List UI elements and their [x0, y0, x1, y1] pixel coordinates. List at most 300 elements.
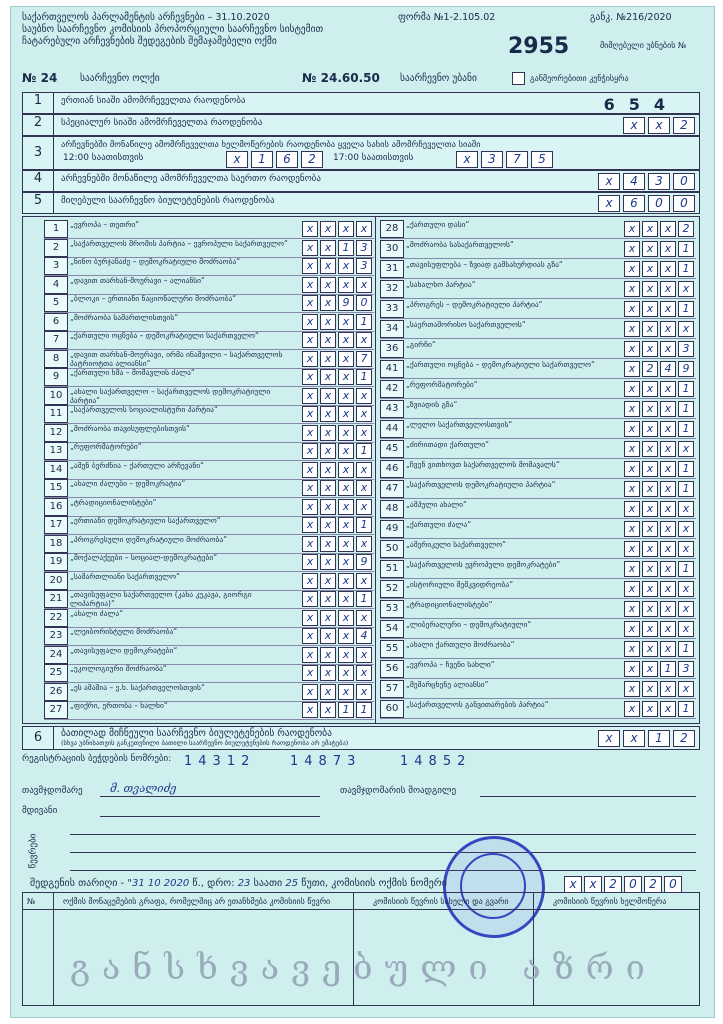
party-vote-cells: [622, 501, 694, 517]
vote-digit-cell[interactable]: x: [320, 554, 336, 570]
vote-digit-cell[interactable]: x: [302, 702, 318, 718]
vote-digit-cell[interactable]: x: [624, 341, 640, 357]
digit-cell[interactable]: 2: [301, 151, 323, 168]
time2-cells: [453, 151, 553, 168]
vote-digit-cell[interactable]: x: [338, 258, 354, 274]
vote-digit-cell[interactable]: 3: [356, 258, 372, 274]
vote-digit-cell[interactable]: x: [642, 281, 658, 297]
vote-digit-cell[interactable]: x: [302, 499, 318, 515]
vote-digit-cell[interactable]: x: [320, 499, 336, 515]
vote-digit-cell[interactable]: x: [642, 401, 658, 417]
vote-digit-cell[interactable]: x: [624, 281, 640, 297]
vote-digit-cell[interactable]: x: [678, 621, 694, 637]
vote-digit-cell[interactable]: x: [320, 295, 336, 311]
party-name: „ძირითადი ქართული“: [406, 440, 490, 449]
vote-digit-cell[interactable]: x: [338, 351, 354, 367]
vote-digit-cell[interactable]: 1: [678, 421, 694, 437]
vote-digit-cell[interactable]: x: [660, 381, 676, 397]
vote-digit-cell[interactable]: x: [642, 621, 658, 637]
vote-digit-cell[interactable]: x: [356, 536, 372, 552]
party-name: „დავით თარხან-მოურავი, ირმა ინაშვილი – საქართველოს პატრიოტთა ალიანსი“: [70, 349, 283, 368]
secretary-line: [100, 816, 320, 817]
vote-digit-cell[interactable]: x: [338, 425, 354, 441]
vote-digit-cell[interactable]: x: [356, 277, 372, 293]
vote-digit-cell[interactable]: x: [642, 221, 658, 237]
vote-digit-cell[interactable]: x: [320, 702, 336, 718]
vote-digit-cell[interactable]: x: [302, 388, 318, 404]
vote-digit-cell[interactable]: x: [642, 641, 658, 657]
vote-digit-cell[interactable]: x: [302, 332, 318, 348]
vote-digit-cell[interactable]: x: [320, 406, 336, 422]
digit-cell[interactable]: 4: [623, 173, 645, 190]
vote-digit-cell[interactable]: 2: [642, 361, 658, 377]
vote-digit-cell[interactable]: 1: [678, 301, 694, 317]
vote-digit-cell[interactable]: x: [624, 681, 640, 697]
vote-digit-cell[interactable]: 1: [356, 443, 372, 459]
vote-digit-cell[interactable]: x: [320, 573, 336, 589]
vote-digit-cell[interactable]: 1: [678, 461, 694, 477]
party-vote-cells: [622, 301, 694, 317]
vote-digit-cell[interactable]: x: [660, 461, 676, 477]
digit-cell[interactable]: x: [584, 876, 602, 893]
vote-digit-cell[interactable]: x: [338, 610, 354, 626]
serial-3[interactable]: 14852: [400, 754, 472, 769]
vote-digit-cell[interactable]: x: [320, 240, 336, 256]
vote-digit-cell[interactable]: x: [320, 332, 336, 348]
party-number: 56: [380, 660, 404, 678]
vote-digit-cell[interactable]: x: [624, 401, 640, 417]
col-field: ოქმის მონაცემების გრაფა, რომელშიც არ ეთანხმება კომისიის წევრი: [63, 897, 331, 906]
vote-digit-cell[interactable]: x: [338, 536, 354, 552]
vote-digit-cell[interactable]: 3: [678, 661, 694, 677]
vote-digit-cell[interactable]: x: [660, 481, 676, 497]
digit-cell[interactable]: x: [456, 151, 478, 168]
party-row: [380, 359, 696, 379]
vote-digit-cell[interactable]: x: [302, 536, 318, 552]
vote-digit-cell[interactable]: x: [660, 261, 676, 277]
vote-digit-cell[interactable]: x: [302, 480, 318, 496]
party-name: „თავისუფლება – ზვიად გამსახურდიას გზა“: [406, 260, 563, 269]
vote-digit-cell[interactable]: x: [678, 521, 694, 537]
vote-digit-cell[interactable]: 1: [678, 401, 694, 417]
vote-digit-cell[interactable]: 1: [356, 517, 372, 533]
digit-cell[interactable]: x: [598, 195, 620, 212]
vote-digit-cell[interactable]: x: [624, 501, 640, 517]
party-vote-cells: [300, 388, 372, 404]
vote-digit-cell[interactable]: x: [642, 581, 658, 597]
digit-cell[interactable]: x: [648, 117, 670, 134]
vote-digit-cell[interactable]: 1: [678, 481, 694, 497]
vote-digit-cell[interactable]: 1: [356, 591, 372, 607]
serial-1[interactable]: 14312: [184, 754, 256, 769]
vote-digit-cell[interactable]: x: [624, 581, 640, 597]
vote-digit-cell[interactable]: x: [302, 314, 318, 330]
vote-digit-cell[interactable]: 1: [356, 369, 372, 385]
vote-digit-cell[interactable]: x: [642, 261, 658, 277]
party-name: „ახალი ძალა“: [70, 608, 124, 618]
row-value: 6 5 4: [603, 95, 679, 114]
vote-digit-cell[interactable]: x: [320, 221, 336, 237]
vote-digit-cell[interactable]: 0: [356, 295, 372, 311]
vote-digit-cell[interactable]: 2: [678, 221, 694, 237]
vote-digit-cell[interactable]: x: [624, 441, 640, 457]
vote-digit-cell[interactable]: x: [338, 665, 354, 681]
digit-cell[interactable]: x: [564, 876, 582, 893]
party-vote-cells: [622, 361, 694, 377]
party-number: 43: [380, 400, 404, 418]
party-number: 21: [44, 590, 68, 608]
vote-digit-cell[interactable]: x: [338, 369, 354, 385]
vote-digit-cell[interactable]: x: [338, 406, 354, 422]
party-vote-cells: [622, 401, 694, 417]
vote-digit-cell[interactable]: x: [660, 281, 676, 297]
party-vote-cells: [622, 481, 694, 497]
vote-digit-cell[interactable]: x: [642, 321, 658, 337]
vote-digit-cell[interactable]: 9: [356, 554, 372, 570]
digit-cell[interactable]: x: [623, 730, 645, 747]
vote-digit-cell[interactable]: x: [320, 388, 336, 404]
party-row: [380, 499, 696, 519]
party-vote-cells: [300, 258, 372, 274]
vote-digit-cell[interactable]: x: [320, 610, 336, 626]
vote-digit-cell[interactable]: x: [302, 295, 318, 311]
vote-digit-cell[interactable]: x: [660, 601, 676, 617]
vote-digit-cell[interactable]: x: [338, 591, 354, 607]
vote-digit-cell[interactable]: x: [660, 241, 676, 257]
vote-digit-cell[interactable]: x: [320, 277, 336, 293]
vote-digit-cell[interactable]: x: [660, 221, 676, 237]
vote-digit-cell[interactable]: x: [338, 480, 354, 496]
party-row: [44, 293, 374, 313]
vote-digit-cell[interactable]: x: [338, 628, 354, 644]
vote-digit-cell[interactable]: 1: [678, 241, 694, 257]
vote-digit-cell[interactable]: x: [338, 554, 354, 570]
vote-digit-cell[interactable]: x: [338, 462, 354, 478]
vote-digit-cell[interactable]: x: [624, 221, 640, 237]
party-vote-cells: [622, 381, 694, 397]
vote-digit-cell[interactable]: x: [302, 628, 318, 644]
vote-digit-cell[interactable]: x: [678, 281, 694, 297]
vote-digit-cell[interactable]: x: [356, 573, 372, 589]
vote-digit-cell[interactable]: x: [624, 701, 640, 717]
digit-cell[interactable]: 6: [276, 151, 298, 168]
digit-cell[interactable]: 5: [531, 151, 553, 168]
vote-digit-cell[interactable]: x: [624, 301, 640, 317]
party-vote-cells: [622, 641, 694, 657]
party-list-left: [44, 219, 374, 719]
vote-digit-cell[interactable]: x: [302, 406, 318, 422]
party-row: [380, 659, 696, 679]
vote-digit-cell[interactable]: 1: [678, 701, 694, 717]
vote-digit-cell[interactable]: 1: [678, 261, 694, 277]
vote-digit-cell[interactable]: x: [642, 301, 658, 317]
vote-digit-cell[interactable]: 1: [678, 641, 694, 657]
party-row: [380, 559, 696, 579]
vote-digit-cell[interactable]: x: [642, 521, 658, 537]
vote-digit-cell[interactable]: 3: [356, 240, 372, 256]
vote-digit-cell[interactable]: x: [624, 641, 640, 657]
digit-cell[interactable]: 0: [673, 173, 695, 190]
digit-cell[interactable]: 0: [664, 876, 682, 893]
vote-digit-cell[interactable]: x: [624, 541, 640, 557]
vote-digit-cell[interactable]: x: [320, 517, 336, 533]
party-row: [44, 534, 374, 554]
vote-digit-cell[interactable]: x: [320, 443, 336, 459]
vote-digit-cell[interactable]: x: [642, 241, 658, 257]
district-number: № 24: [22, 71, 58, 85]
vote-digit-cell[interactable]: x: [642, 561, 658, 577]
party-number: 57: [380, 680, 404, 698]
vote-digit-cell[interactable]: x: [356, 406, 372, 422]
party-row: [44, 663, 374, 683]
party-row: [44, 460, 374, 480]
vote-digit-cell[interactable]: x: [624, 361, 640, 377]
vote-digit-cell[interactable]: x: [624, 521, 640, 537]
vote-digit-cell[interactable]: x: [678, 321, 694, 337]
digit-cell[interactable]: 2: [673, 730, 695, 747]
vote-digit-cell[interactable]: x: [302, 443, 318, 459]
vote-digit-cell[interactable]: 1: [356, 702, 372, 718]
vote-digit-cell[interactable]: x: [338, 517, 354, 533]
vote-digit-cell[interactable]: x: [624, 481, 640, 497]
vote-digit-cell[interactable]: x: [678, 541, 694, 557]
vote-digit-cell[interactable]: x: [660, 321, 676, 337]
vote-digit-cell[interactable]: x: [660, 681, 676, 697]
vote-digit-cell[interactable]: x: [320, 258, 336, 274]
vote-digit-cell[interactable]: x: [302, 517, 318, 533]
vote-digit-cell[interactable]: x: [356, 480, 372, 496]
vote-digit-cell[interactable]: x: [678, 441, 694, 457]
vote-digit-cell[interactable]: x: [642, 381, 658, 397]
party-number: 24: [44, 646, 68, 664]
vote-digit-cell[interactable]: x: [338, 647, 354, 663]
vote-digit-cell[interactable]: 4: [356, 628, 372, 644]
vote-digit-cell[interactable]: x: [642, 501, 658, 517]
party-number: 27: [44, 701, 68, 719]
vote-digit-cell[interactable]: x: [660, 501, 676, 517]
party-vote-cells: [622, 621, 694, 637]
vote-digit-cell[interactable]: x: [302, 351, 318, 367]
vote-digit-cell[interactable]: x: [660, 521, 676, 537]
vote-digit-cell[interactable]: x: [338, 684, 354, 700]
vote-digit-cell[interactable]: 1: [338, 702, 354, 718]
vote-digit-cell[interactable]: x: [320, 462, 336, 478]
party-number: 36: [380, 340, 404, 358]
vote-digit-cell[interactable]: x: [320, 425, 336, 441]
digit-cell[interactable]: x: [623, 117, 645, 134]
vote-digit-cell[interactable]: x: [356, 647, 372, 663]
party-row: [44, 349, 374, 369]
vote-digit-cell[interactable]: x: [302, 462, 318, 478]
vote-digit-cell[interactable]: x: [624, 561, 640, 577]
vote-digit-cell[interactable]: x: [642, 541, 658, 557]
vote-digit-cell[interactable]: x: [356, 610, 372, 626]
vote-digit-cell[interactable]: x: [302, 221, 318, 237]
digit-cell[interactable]: 3: [648, 173, 670, 190]
vote-digit-cell[interactable]: x: [320, 591, 336, 607]
digit-cell[interactable]: x: [598, 730, 620, 747]
vote-digit-cell[interactable]: x: [624, 381, 640, 397]
party-name: „ტრადიციონალისტები“: [70, 497, 157, 507]
vote-digit-cell[interactable]: x: [642, 481, 658, 497]
vote-digit-cell[interactable]: x: [302, 573, 318, 589]
digit-cell[interactable]: 6: [623, 195, 645, 212]
vote-digit-cell[interactable]: x: [356, 221, 372, 237]
vote-digit-cell[interactable]: 9: [678, 361, 694, 377]
vote-digit-cell[interactable]: x: [338, 388, 354, 404]
vote-digit-cell[interactable]: x: [356, 665, 372, 681]
vote-digit-cell[interactable]: x: [660, 541, 676, 557]
vote-digit-cell[interactable]: x: [320, 665, 336, 681]
vote-digit-cell[interactable]: x: [660, 641, 676, 657]
vote-digit-cell[interactable]: 1: [356, 314, 372, 330]
party-number: 52: [380, 580, 404, 598]
vote-digit-cell[interactable]: x: [660, 621, 676, 637]
digit-cell[interactable]: 3: [481, 151, 503, 168]
vote-digit-cell[interactable]: x: [660, 581, 676, 597]
vote-digit-cell[interactable]: 7: [356, 351, 372, 367]
vote-digit-cell[interactable]: 9: [338, 295, 354, 311]
digit-cell[interactable]: 7: [506, 151, 528, 168]
vote-digit-cell[interactable]: 1: [660, 661, 676, 677]
digit-cell[interactable]: 1: [648, 730, 670, 747]
vote-digit-cell[interactable]: x: [356, 499, 372, 515]
form-number: ფორმა №1-2.105.02: [398, 12, 496, 23]
col-name: კომისიის წევრის სახელი და გვარი: [373, 897, 509, 906]
party-vote-cells: [300, 221, 372, 237]
vote-digit-cell[interactable]: x: [302, 665, 318, 681]
digit-cell[interactable]: 1: [251, 151, 273, 168]
vote-digit-cell[interactable]: x: [338, 314, 354, 330]
vote-digit-cell[interactable]: x: [338, 221, 354, 237]
vote-digit-cell[interactable]: x: [356, 332, 372, 348]
digit-cell[interactable]: 0: [673, 195, 695, 212]
vote-digit-cell[interactable]: x: [678, 601, 694, 617]
vote-digit-cell[interactable]: x: [624, 321, 640, 337]
vote-digit-cell[interactable]: x: [302, 425, 318, 441]
vote-digit-cell[interactable]: x: [302, 369, 318, 385]
vote-digit-cell[interactable]: 1: [338, 240, 354, 256]
vote-digit-cell[interactable]: x: [302, 610, 318, 626]
party-number: 42: [380, 380, 404, 398]
party-vote-cells: [300, 554, 372, 570]
vote-digit-cell[interactable]: 1: [678, 381, 694, 397]
vote-digit-cell[interactable]: x: [338, 332, 354, 348]
vote-digit-cell[interactable]: x: [624, 461, 640, 477]
vote-digit-cell[interactable]: 4: [660, 361, 676, 377]
serial-2[interactable]: 14873: [290, 754, 362, 769]
vote-digit-cell[interactable]: x: [678, 681, 694, 697]
vote-digit-cell[interactable]: x: [338, 499, 354, 515]
vote-digit-cell[interactable]: x: [302, 240, 318, 256]
vote-digit-cell[interactable]: x: [356, 388, 372, 404]
party-number: 19: [44, 553, 68, 571]
party-name: „ამპული ახალი“: [406, 500, 467, 509]
vote-digit-cell[interactable]: x: [338, 573, 354, 589]
row-label: ბათილად მიჩნეული საარჩევნო ბიულეტენების რაოდენობა: [61, 728, 332, 739]
vote-digit-cell[interactable]: x: [678, 501, 694, 517]
vote-digit-cell[interactable]: x: [642, 701, 658, 717]
party-row: [44, 275, 374, 295]
vote-digit-cell[interactable]: x: [338, 277, 354, 293]
vote-digit-cell[interactable]: x: [624, 621, 640, 637]
date-line: შედგენის თარიღი - "31 10 2020 წ., დრო: 23 საათი 25 წუთი, კომისიის ოქმის ნომერი: [30, 878, 447, 889]
vote-digit-cell[interactable]: x: [302, 258, 318, 274]
vote-digit-cell[interactable]: x: [302, 684, 318, 700]
vote-digit-cell[interactable]: x: [642, 661, 658, 677]
vote-digit-cell[interactable]: x: [624, 261, 640, 277]
vote-digit-cell[interactable]: x: [642, 441, 658, 457]
vote-digit-cell[interactable]: x: [642, 461, 658, 477]
vote-digit-cell[interactable]: x: [302, 277, 318, 293]
vote-digit-cell[interactable]: x: [302, 647, 318, 663]
vote-digit-cell[interactable]: x: [624, 241, 640, 257]
vote-digit-cell[interactable]: x: [338, 443, 354, 459]
vote-digit-cell[interactable]: x: [678, 581, 694, 597]
party-vote-cells: [300, 480, 372, 496]
vote-digit-cell[interactable]: x: [660, 301, 676, 317]
vote-digit-cell[interactable]: x: [356, 462, 372, 478]
vote-digit-cell[interactable]: x: [356, 684, 372, 700]
vote-digit-cell[interactable]: x: [302, 554, 318, 570]
vote-digit-cell[interactable]: x: [660, 421, 676, 437]
digit-cell[interactable]: 0: [648, 195, 670, 212]
vote-digit-cell[interactable]: x: [320, 628, 336, 644]
party-number: 17: [44, 516, 68, 534]
vote-digit-cell[interactable]: x: [624, 601, 640, 617]
vote-digit-cell[interactable]: x: [642, 601, 658, 617]
vote-digit-cell[interactable]: x: [320, 647, 336, 663]
party-vote-cells: [622, 261, 694, 277]
amended-checkbox[interactable]: [512, 72, 525, 85]
digit-cell[interactable]: 0: [624, 876, 642, 893]
col-signature: კომისიის წევრის ხელმოწერა: [553, 897, 667, 906]
vote-digit-cell[interactable]: x: [624, 661, 640, 677]
party-row: [380, 619, 696, 639]
vote-digit-cell[interactable]: x: [642, 421, 658, 437]
vote-digit-cell[interactable]: x: [642, 341, 658, 357]
digit-cell[interactable]: x: [226, 151, 248, 168]
vote-digit-cell[interactable]: x: [356, 425, 372, 441]
digit-cell[interactable]: 2: [644, 876, 662, 893]
vote-digit-cell[interactable]: x: [624, 421, 640, 437]
vote-digit-cell[interactable]: x: [660, 701, 676, 717]
vote-digit-cell[interactable]: x: [320, 684, 336, 700]
vote-digit-cell[interactable]: x: [320, 351, 336, 367]
vote-digit-cell[interactable]: x: [660, 561, 676, 577]
digit-cell[interactable]: 2: [604, 876, 622, 893]
row-number: 1: [23, 93, 54, 113]
vote-digit-cell[interactable]: x: [320, 369, 336, 385]
vote-digit-cell[interactable]: x: [642, 681, 658, 697]
vote-digit-cell[interactable]: x: [320, 480, 336, 496]
vote-digit-cell[interactable]: x: [320, 536, 336, 552]
vote-digit-cell[interactable]: x: [660, 441, 676, 457]
party-vote-cells: [622, 241, 694, 257]
party-name: „ამენ ბერძნია – ქართული არჩევანი“: [70, 460, 205, 470]
digit-cell[interactable]: x: [598, 173, 620, 190]
summary-row-2: [22, 114, 700, 136]
party-name: „ლეიბორისტული მოძრაობა“: [70, 627, 178, 636]
vote-digit-cell[interactable]: 3: [678, 341, 694, 357]
vote-digit-cell[interactable]: x: [660, 341, 676, 357]
vote-digit-cell[interactable]: x: [660, 401, 676, 417]
vote-digit-cell[interactable]: x: [302, 591, 318, 607]
digit-cell[interactable]: 2: [673, 117, 695, 134]
vote-digit-cell[interactable]: x: [320, 314, 336, 330]
vote-digit-cell[interactable]: 1: [678, 561, 694, 577]
party-vote-cells: [622, 281, 694, 297]
